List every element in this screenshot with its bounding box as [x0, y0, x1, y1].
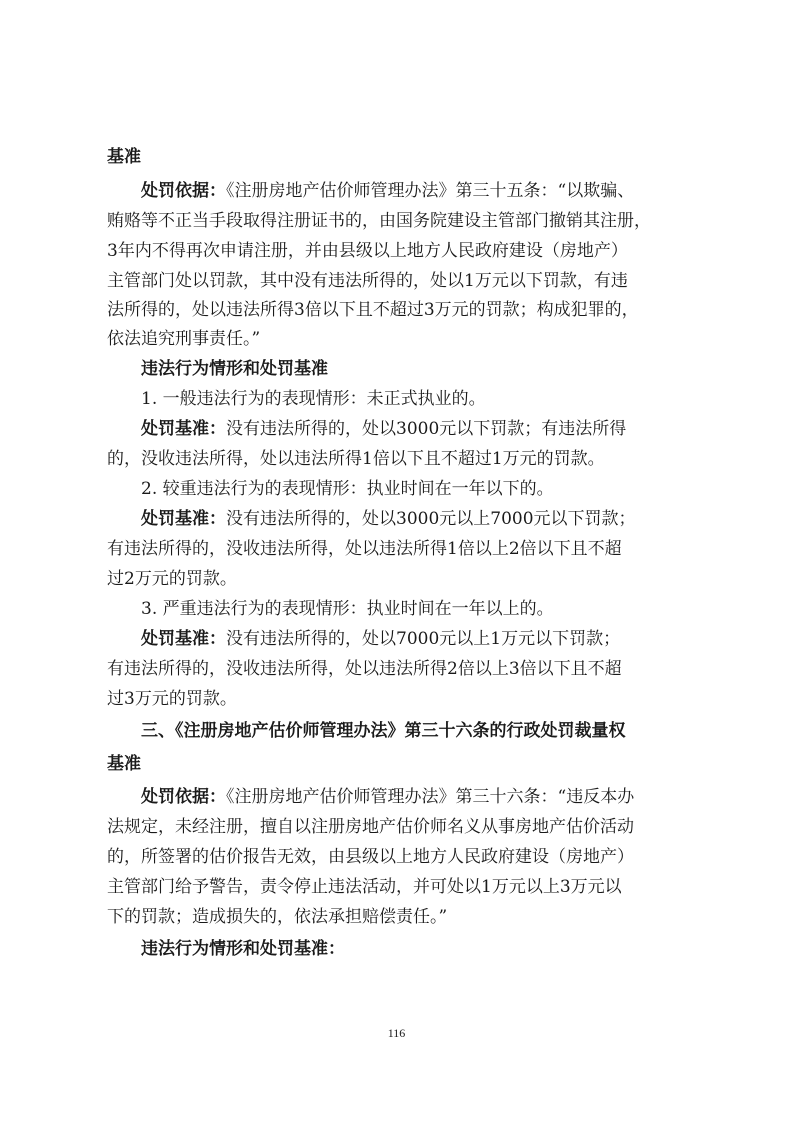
case-penalty — [141, 508, 721, 530]
case-description: 3. 严重违法行为的表现情形：执业时间在一年以上的。 — [141, 599, 554, 619]
section-heading: 三、《注册房地产估价师管理办法》第三十六条的行政处罚裁量权 — [141, 721, 626, 741]
penalty-basis-text: 《注册房地产估价师管理办法》第三十五条：“以欺骗、 — [226, 181, 635, 201]
section-heading-continuation: 基准 — [107, 147, 141, 167]
case-description: 2. 较重违法行为的表现情形：执业时间在一年以下的。 — [141, 479, 554, 499]
cases-subheading: 违法行为情形和处罚基准： — [141, 939, 345, 959]
paragraph-line: 的，所签署的估价报告无效，由县级以上地方人民政府建设（房地产） — [107, 847, 634, 867]
penalty-standard-label: 处罚基准： — [141, 629, 226, 649]
penalty-standard-label: 处罚基准： — [141, 419, 226, 439]
penalty-basis-label: 处罚依据： — [141, 181, 226, 201]
penalty-basis-paragraph — [141, 180, 721, 202]
case-penalty — [141, 628, 721, 650]
penalty-standard-text: 没有违法所得的，处以3000元以下罚款；有违法所得 — [226, 419, 627, 439]
penalty-basis-text: 《注册房地产估价师管理办法》第三十六条：“违反本办 — [226, 787, 635, 807]
paragraph-line: 主管部门处以罚款，其中没有违法所得的，处以1万元以下罚款，有违 — [107, 271, 628, 291]
paragraph-line: 3年内不得再次申请注册，并由县级以上地方人民政府建设（房地产） — [107, 241, 628, 261]
paragraph-line: 主管部门给予警告，责令停止违法活动，并可处以1万元以上3万元以 — [107, 877, 622, 897]
paragraph-line: 有违法所得的，没收违法所得，处以违法所得1倍以上2倍以下且不超 — [107, 539, 622, 559]
case-penalty — [141, 418, 721, 440]
section-heading-continuation: 基准 — [107, 754, 141, 774]
paragraph-line: 的，没收违法所得，处以违法所得1倍以下且不超过1万元的罚款。 — [107, 449, 605, 469]
paragraph-line: 下的罚款；造成损失的，依法承担赔偿责任。” — [107, 907, 448, 927]
penalty-basis-paragraph — [141, 786, 721, 808]
paragraph-line: 法所得的，处以违法所得3倍以下且不超过3万元的罚款；构成犯罪的， — [107, 300, 639, 320]
page-number: 116 — [387, 1026, 406, 1040]
penalty-standard-text: 没有违法所得的，处以7000元以上1万元以下罚款； — [226, 629, 621, 649]
penalty-standard-label: 处罚基准： — [141, 509, 226, 529]
penalty-standard-text: 没有违法所得的，处以3000元以上7000元以下罚款； — [226, 509, 636, 529]
paragraph-line: 法规定，未经注册，擅自以注册房地产估价师名义从事房地产估价活动 — [107, 817, 634, 837]
paragraph-line: 贿赂等不正当手段取得注册证书的，由国务院建设主管部门撤销其注册， — [107, 211, 651, 231]
paragraph-line: 过3万元的罚款。 — [107, 689, 237, 709]
cases-subheading: 违法行为情形和处罚基准 — [141, 359, 328, 379]
paragraph-line: 过2万元的罚款。 — [107, 569, 237, 589]
paragraph-line: 依法追究刑事责任。” — [107, 329, 261, 349]
case-description: 1. 一般违法行为的表现情形：未正式执业的。 — [141, 389, 486, 409]
penalty-basis-label: 处罚依据： — [141, 787, 226, 807]
paragraph-line: 有违法所得的，没收违法所得，处以违法所得2倍以上3倍以下且不超 — [107, 659, 622, 679]
